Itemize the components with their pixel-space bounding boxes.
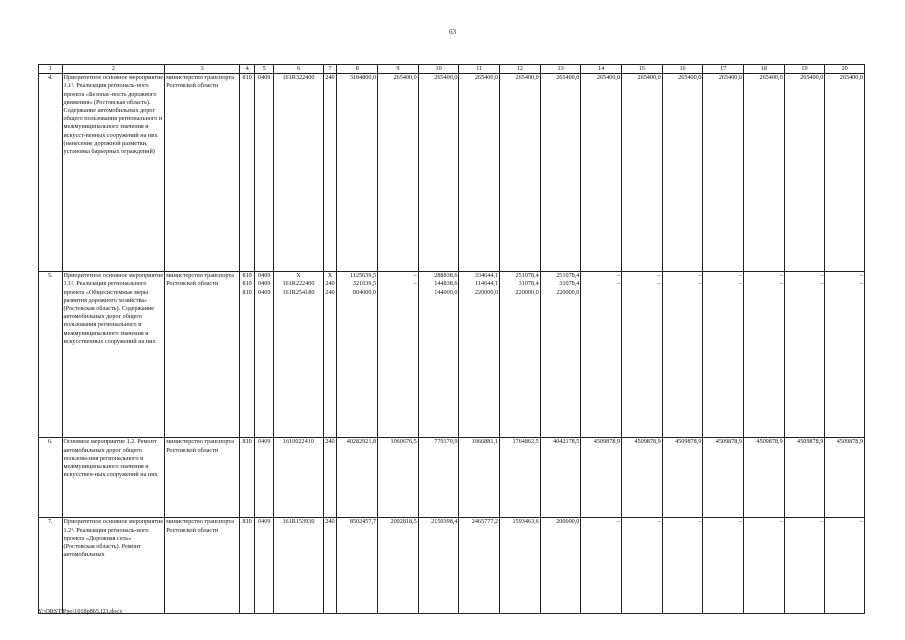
- budget-code-cell: 0409: [255, 289, 274, 438]
- amount-cell: 144838,6: [418, 280, 459, 289]
- amount-cell: 265400,0: [581, 74, 622, 272]
- amount-cell: –: [622, 518, 663, 614]
- column-number-cell: 4: [240, 65, 255, 74]
- amount-cell: 114644,1: [459, 280, 500, 289]
- amount-cell: [784, 289, 825, 438]
- amount-cell: –: [825, 518, 865, 614]
- budget-code-cell: Х: [274, 272, 323, 281]
- amount-cell: –: [622, 280, 663, 289]
- amount-cell: [744, 289, 785, 438]
- column-number-cell: 5: [255, 65, 274, 74]
- table-row: [39, 74, 865, 272]
- budget-code-cell: 240: [323, 280, 337, 289]
- amount-cell: 1593463,6: [500, 518, 541, 614]
- amount-cell: 2092818,5: [378, 518, 419, 614]
- executor-cell: министерство транспорта Ростовской области: [165, 74, 240, 272]
- amount-cell: 200000,0: [540, 518, 581, 614]
- amount-cell: 265400,0: [540, 74, 581, 272]
- amount-cell: 2150398,4: [418, 518, 459, 614]
- column-number-cell: 10: [418, 65, 459, 74]
- column-number-cell: 3: [165, 65, 240, 74]
- amount-cell: 1060676,5: [378, 438, 419, 518]
- amount-cell: [703, 289, 744, 438]
- budget-code-cell: 161R222400: [274, 280, 323, 289]
- amount-cell: –: [703, 518, 744, 614]
- amount-cell: 4509878,9: [581, 438, 622, 518]
- file-path-footer: Y:\ORST\Ppo\1018p865.f21.docx: [38, 608, 123, 615]
- amount-cell: 265400,0: [622, 74, 663, 272]
- budget-code-cell: 0409: [255, 74, 274, 272]
- amount-cell: [825, 289, 865, 438]
- measure-name-cell: Приоритетное основное мероприятие 1.2¹. Реализация региональ-ного проекта «Дорожная сеть» (Ростовская область). Ремонт автомобильных: [62, 518, 165, 614]
- amount-cell: [622, 289, 663, 438]
- amount-cell: –: [784, 518, 825, 614]
- amount-cell: –: [825, 280, 865, 289]
- amount-cell: 1764862,5: [500, 438, 541, 518]
- amount-cell: 334644,1: [459, 272, 500, 281]
- column-number-cell: 12: [500, 65, 541, 74]
- amount-cell: 4509878,9: [703, 438, 744, 518]
- amount-cell: –: [662, 280, 703, 289]
- budget-code-cell: 0409: [255, 518, 274, 614]
- amount-cell: 265400,0: [784, 74, 825, 272]
- amount-cell: 144000,0: [418, 289, 459, 438]
- amount-cell: 3184800,0: [337, 74, 378, 272]
- amount-cell: –: [581, 518, 622, 614]
- amount-cell: 4042178,5: [540, 438, 581, 518]
- column-number-cell: 9: [378, 65, 419, 74]
- amount-cell: –: [744, 518, 785, 614]
- row-number-cell: 7.: [39, 518, 63, 614]
- budget-table: [38, 64, 865, 614]
- amount-cell: –: [378, 272, 419, 281]
- column-number-cell: 11: [459, 65, 500, 74]
- measure-name-cell: Приоритетное основное мероприятие 1.1¹. Реализация региональ-ного проекта «Безопас-ность дорожного движения» (Ростовская область). Содержание автомобильных дорог общего пользования регионального и межмуниципального значения и искусст-венных сооружений на них (нанесение дорожной разметки, установка барьерных ограждений): [62, 74, 165, 272]
- budget-code-cell: 240: [323, 74, 337, 272]
- amount-cell: 251078,4: [540, 272, 581, 281]
- budget-code-cell: 240: [323, 438, 337, 518]
- amount-cell: –: [744, 280, 785, 289]
- budget-code-cell: 810: [240, 289, 255, 438]
- row-number-cell: 4.: [39, 74, 63, 272]
- amount-cell: 220000,0: [459, 289, 500, 438]
- amount-cell: –: [784, 280, 825, 289]
- budget-code-cell: 161R153930: [274, 518, 323, 614]
- amount-cell: 265400,0: [418, 74, 459, 272]
- budget-code-cell: 0409: [255, 438, 274, 518]
- amount-cell: 265400,0: [459, 74, 500, 272]
- amount-cell: [378, 289, 419, 438]
- amount-cell: –: [703, 272, 744, 281]
- budget-code-cell: 240: [323, 289, 337, 438]
- measure-name-cell: Основное мероприятие 1.2. Ремонт автомобильных дорог общего пользова-ния регионального и межмуниципального значения и искусствен-ных сооружений на них: [62, 438, 165, 518]
- amount-cell: 4509878,9: [825, 438, 865, 518]
- amount-cell: 4509878,9: [662, 438, 703, 518]
- amount-cell: 265400,0: [662, 74, 703, 272]
- amount-cell: 265400,0: [825, 74, 865, 272]
- amount-cell: 779170,9: [418, 438, 459, 518]
- amount-cell: –: [581, 272, 622, 281]
- budget-code-cell: 1610022410: [274, 438, 323, 518]
- table-row: [39, 518, 865, 614]
- column-number-cell: 8: [337, 65, 378, 74]
- amount-cell: 804000,0: [337, 289, 378, 438]
- column-number-cell: 16: [662, 65, 703, 74]
- column-number-cell: 7: [323, 65, 337, 74]
- amount-cell: 251078,4: [500, 272, 541, 281]
- column-number-cell: 18: [744, 65, 785, 74]
- page-number: 63: [449, 28, 456, 36]
- table-row: [39, 438, 865, 518]
- executor-cell: министерство транспорта Ростовской области: [165, 272, 240, 438]
- budget-code-cell: 810: [240, 280, 255, 289]
- amount-cell: 265400,0: [744, 74, 785, 272]
- row-number-cell: 5.: [39, 272, 63, 438]
- column-number-cell: 19: [784, 65, 825, 74]
- measure-name-cell: Приоритетное основное мероприятие 1.1². Реализация регионального проекта «Общесистемные меры развития дорожного хозяйства» (Ростовская область). Содержание автомобильных дорог общего пользования регионального и межмуниципального значения и искусственных сооружений на них: [62, 272, 165, 438]
- budget-code-cell: 240: [323, 518, 337, 614]
- amount-cell: 2465777,2: [459, 518, 500, 614]
- table-row: [39, 272, 865, 281]
- amount-cell: –: [703, 280, 744, 289]
- budget-code-cell: 0409: [255, 272, 274, 281]
- column-number-cell: 1: [39, 65, 63, 74]
- amount-cell: –: [662, 272, 703, 281]
- amount-cell: –: [581, 280, 622, 289]
- budget-code-cell: 161R322400: [274, 74, 323, 272]
- budget-code-cell: 810: [240, 518, 255, 614]
- column-number-cell: 17: [703, 65, 744, 74]
- amount-cell: 265400,0: [703, 74, 744, 272]
- budget-code-cell: Х: [323, 272, 337, 281]
- budget-code-cell: 810: [240, 272, 255, 281]
- column-number-cell: 15: [622, 65, 663, 74]
- amount-cell: 220000,0: [500, 289, 541, 438]
- budget-code-cell: 0409: [255, 280, 274, 289]
- column-number-cell: 2: [62, 65, 165, 74]
- amount-cell: 8502457,7: [337, 518, 378, 614]
- amount-cell: 321639,5: [337, 280, 378, 289]
- amount-cell: 265400,0: [378, 74, 419, 272]
- amount-cell: 265400,0: [500, 74, 541, 272]
- amount-cell: –: [744, 272, 785, 281]
- amount-cell: 31078,4: [540, 280, 581, 289]
- budget-code-cell: 810: [240, 438, 255, 518]
- budget-code-cell: 161R254180: [274, 289, 323, 438]
- amount-cell: 1066881,1: [459, 438, 500, 518]
- executor-cell: министерство транспорта Ростовской области: [165, 438, 240, 518]
- executor-cell: министерство транспорта Ростовской области: [165, 518, 240, 614]
- header-row: [39, 65, 865, 74]
- amount-cell: 31078,4: [500, 280, 541, 289]
- amount-cell: 1125639,5: [337, 272, 378, 281]
- column-number-cell: 20: [825, 65, 865, 74]
- amount-cell: [662, 289, 703, 438]
- amount-cell: –: [784, 272, 825, 281]
- amount-cell: –: [378, 280, 419, 289]
- amount-cell: 4509878,9: [744, 438, 785, 518]
- column-number-cell: 6: [274, 65, 323, 74]
- row-number-cell: 6.: [39, 438, 63, 518]
- amount-cell: 40282921,8: [337, 438, 378, 518]
- budget-code-cell: 810: [240, 74, 255, 272]
- amount-cell: 4509878,9: [622, 438, 663, 518]
- amount-cell: –: [825, 272, 865, 281]
- amount-cell: 4509878,9: [784, 438, 825, 518]
- amount-cell: [581, 289, 622, 438]
- amount-cell: 288838,6: [418, 272, 459, 281]
- column-number-cell: 14: [581, 65, 622, 74]
- amount-cell: –: [622, 272, 663, 281]
- amount-cell: –: [662, 518, 703, 614]
- column-number-cell: 13: [540, 65, 581, 74]
- amount-cell: 220000,0: [540, 289, 581, 438]
